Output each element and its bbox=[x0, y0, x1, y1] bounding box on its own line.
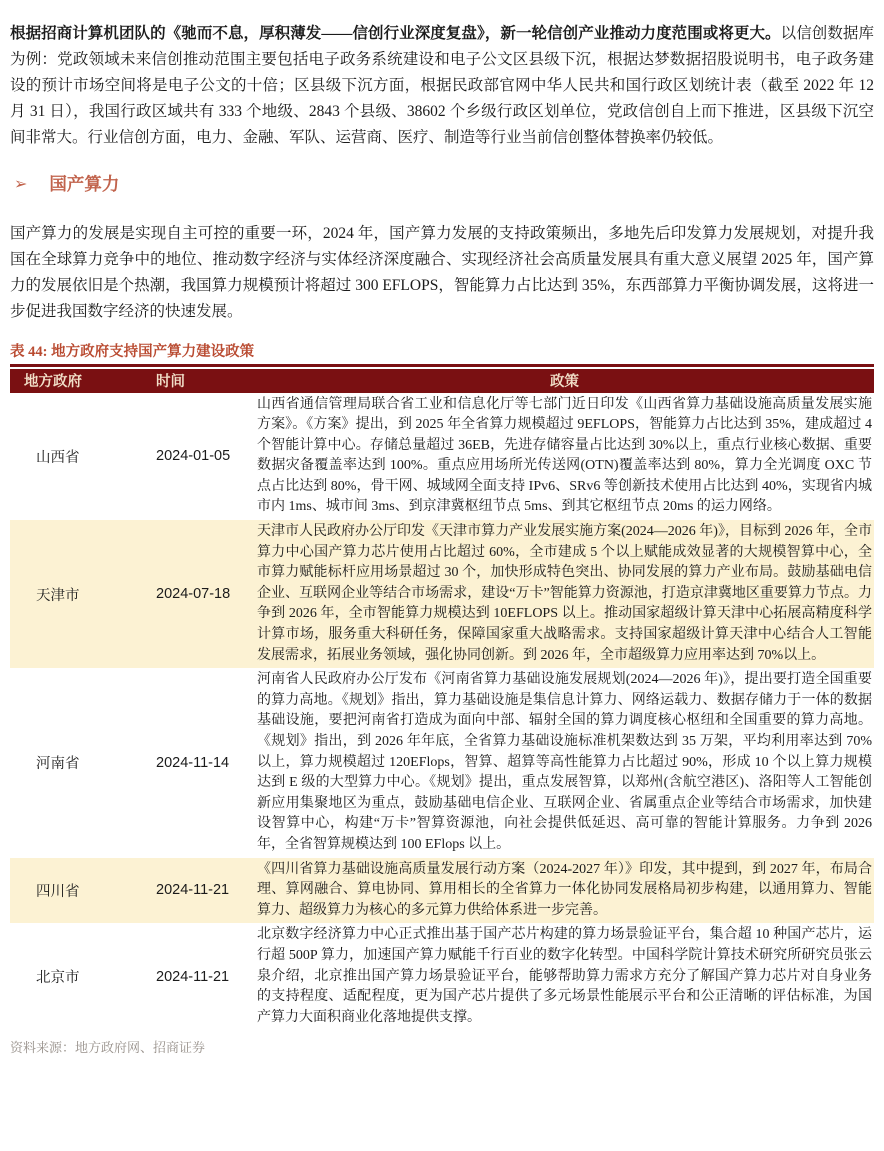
column-header-gov: 地方政府 bbox=[10, 369, 130, 393]
source-note: 资料来源：地方政府网、招商证券 bbox=[10, 1040, 206, 1056]
intro-bold-lead: 根据招商计算机团队的《驰而不息，厚积薄发——信创行业深度复盘》，新一轮信创产业推动力度范围或将更大。 bbox=[10, 24, 781, 42]
table-title: 表 44: 地方政府支持国产算力建设政策 bbox=[10, 344, 255, 360]
policy-cell: 山西省通信管理局联合省工业和信息化厅等七部门近日印发《山西省算力基础设施高质量发展实施方案》。《方案》提出，到 2025 年全省算力规模超过 9EFLOPS，智能算力占比达到 35%，建成超过 4 个智能计算中心。存储总量超过 36EB，先进存储容量占比达到 30%以上，重点行业核心数据、重要数据灾备覆盖率达到 100%。重点应用场所光传送网(OTN)覆盖率达到 80%，算力全光调度 OXC 节点占比达到 80%，骨干网、城域网全面支持 IPv6、SRv6 等创新技术使用占比达到 40%，实现省内城市内 1ms、城市间 3ms、到京津冀枢纽节点 5ms、到其它枢纽节点 20ms 的运力网络。 bbox=[257, 396, 872, 515]
policy-cell: 天津市人民政府办公厅印发《天津市算力产业发展实施方案(2024—2026 年)》，目标到 2026 年，全市算力中心国产算力芯片使用占比超过 60%，全市建成 5 个以上赋能成效显著的大规模智算中心，全市算力赋能标杆应用场景超过 30 个，加快形成特色突出、协同发展的算力产业布局。鼓励基础电信企业、互联网企业等结合市场需求，建设“万卡”智能算力资源池，打造京津冀地区重要算力节点。力争到 2026 年，全市智能算力规模达到 10EFLOPS 以上。推动国家超级计算天津中心拓展高精度科学计算市场，服务重大科研任务，保障国家重大战略需求。支持国家超级计算天津中心结合人工智能发展需求，拓展业务领域，强化协同创新。到 2026 年，全市超级算力应用率达到 70%以上。 bbox=[257, 524, 872, 663]
gov-cell: 四川省 bbox=[36, 883, 80, 900]
intro-body-text: 以信创数据库为例：党政领域未来信创推动范围主要包括电子政务系统建设和电子公文区县级下沉，根据达梦数据招股说明书，电子政务建设的预计市场空间将是电子公文的十倍；区县级下沉方面，根据民政部官网中华人民共和国行政区划统计表（截至 2022 年 12 月 31 日），我国行政区域共有 333 个地级、2843 个县级、38602 个乡级行政区划单位，党政信创自上而下推进，区县级下沉空间非常大。行业信创方面，电力、金融、军队、运营商、医疗、制造等行业当前信创整体替换率仍较低。 bbox=[10, 24, 874, 146]
date-cell: 2024-11-14 bbox=[156, 754, 230, 771]
policy-cell: 《四川省算力基础设施高质量发展行动方案（2024-2027 年）》印发，其中提到，到 2027 年，布局合理、算网融合、算电协同、算用相长的全省算力一体化协同发展格局初步构建，以通用算力、智能算力、超级算力为核心的多元算力供给体系进一步完善。 bbox=[257, 861, 872, 918]
table-row bbox=[10, 858, 874, 924]
table-row bbox=[10, 393, 874, 521]
gov-cell: 天津市 bbox=[36, 587, 80, 604]
date-cell: 2024-07-18 bbox=[156, 586, 231, 603]
table-top-rule bbox=[10, 364, 874, 367]
section-heading bbox=[10, 171, 874, 196]
policy-cell: 河南省人民政府办公厅发布《河南省算力基础设施发展规划(2024—2026 年)》，提出要打造全国重要的算力高地。《规划》指出，算力基础设施是集信息计算力、网络运载力、数据存储力于一体的数据基础设施，要把河南省打造成为面向中部、辐射全国的算力调度核心枢纽和全国重要的算力高地。《规划》指出，到 2026 年年底，全省算力基础设施标准机架数达到 35 万架，平均利用率达到 70%以上，算力规模超过 120EFlops，智算、超算等高性能算力占比超过 90%，形成 10 个以上算力规模达到 E 级的大型算力中心。《规划》提出，重点发展智算，以郑州(含航空港区)、洛阳等人工智能创新应用集聚地区为重点，鼓励基础电信企业、互联网企业、省属重点企业等结合市场需求，加快建设智算中心，构建“万卡”智算资源池，向社会提供低延迟、高可靠的智能计算服务。力争到 2026 年，全省智算规模达到 100 EFlops 以上。 bbox=[257, 672, 872, 852]
gov-cell: 北京市 bbox=[36, 970, 80, 987]
section-paragraph: 国产算力的发展是实现自主可控的重要一环，2024 年，国产算力发展的支持政策频出，多地先后印发算力发展规划，对提升我国在全球算力竞争中的地位、推动数字经济与实体经济深度融合、实现经济社会高质量发展具有重大意义展望 2025 年，国产算力的发展依旧是个热潮，我国算力规模预计将超过 300 EFLOPS，智能算力占比达到 35%，东西部算力平衡协调发展，这将进一步促进我国数字经济的快速发展。 bbox=[10, 224, 874, 320]
column-header-time: 时间 bbox=[130, 369, 255, 393]
column-header-policy: 政策 bbox=[255, 369, 874, 393]
date-cell: 2024-01-05 bbox=[156, 448, 231, 465]
gov-cell: 河南省 bbox=[36, 756, 80, 773]
policy-cell: 北京数字经济算力中心正式推出基于国产芯片构建的算力场景验证平台，集合超 10 种国产芯片，运行超 500P 算力，加速国产算力赋能千行百业的数字化转型。中国科学院计算技术研究所研究员张云泉介绍，北京推出国产算力场景验证平台，能够帮助算力需求方充分了解国产算力芯片对自身业务的支持程度、适配程度，更为国产芯片提供了多元场景性能展示平台和公正清晰的评估标准，为国产算力大面积商业化落地提供支撑。 bbox=[257, 927, 872, 1025]
table-row bbox=[10, 520, 874, 668]
arrow-bullet-icon: ➢ bbox=[14, 173, 28, 193]
date-cell: 2024-11-21 bbox=[156, 968, 230, 985]
intro-paragraph bbox=[10, 21, 874, 151]
gov-cell: 山西省 bbox=[36, 449, 80, 466]
section-heading-label: 国产算力 bbox=[49, 173, 120, 194]
table-row bbox=[10, 923, 874, 1030]
table-header-row bbox=[10, 369, 874, 393]
date-cell: 2024-11-21 bbox=[156, 882, 230, 899]
policy-table bbox=[10, 369, 874, 1031]
table-row bbox=[10, 668, 874, 857]
